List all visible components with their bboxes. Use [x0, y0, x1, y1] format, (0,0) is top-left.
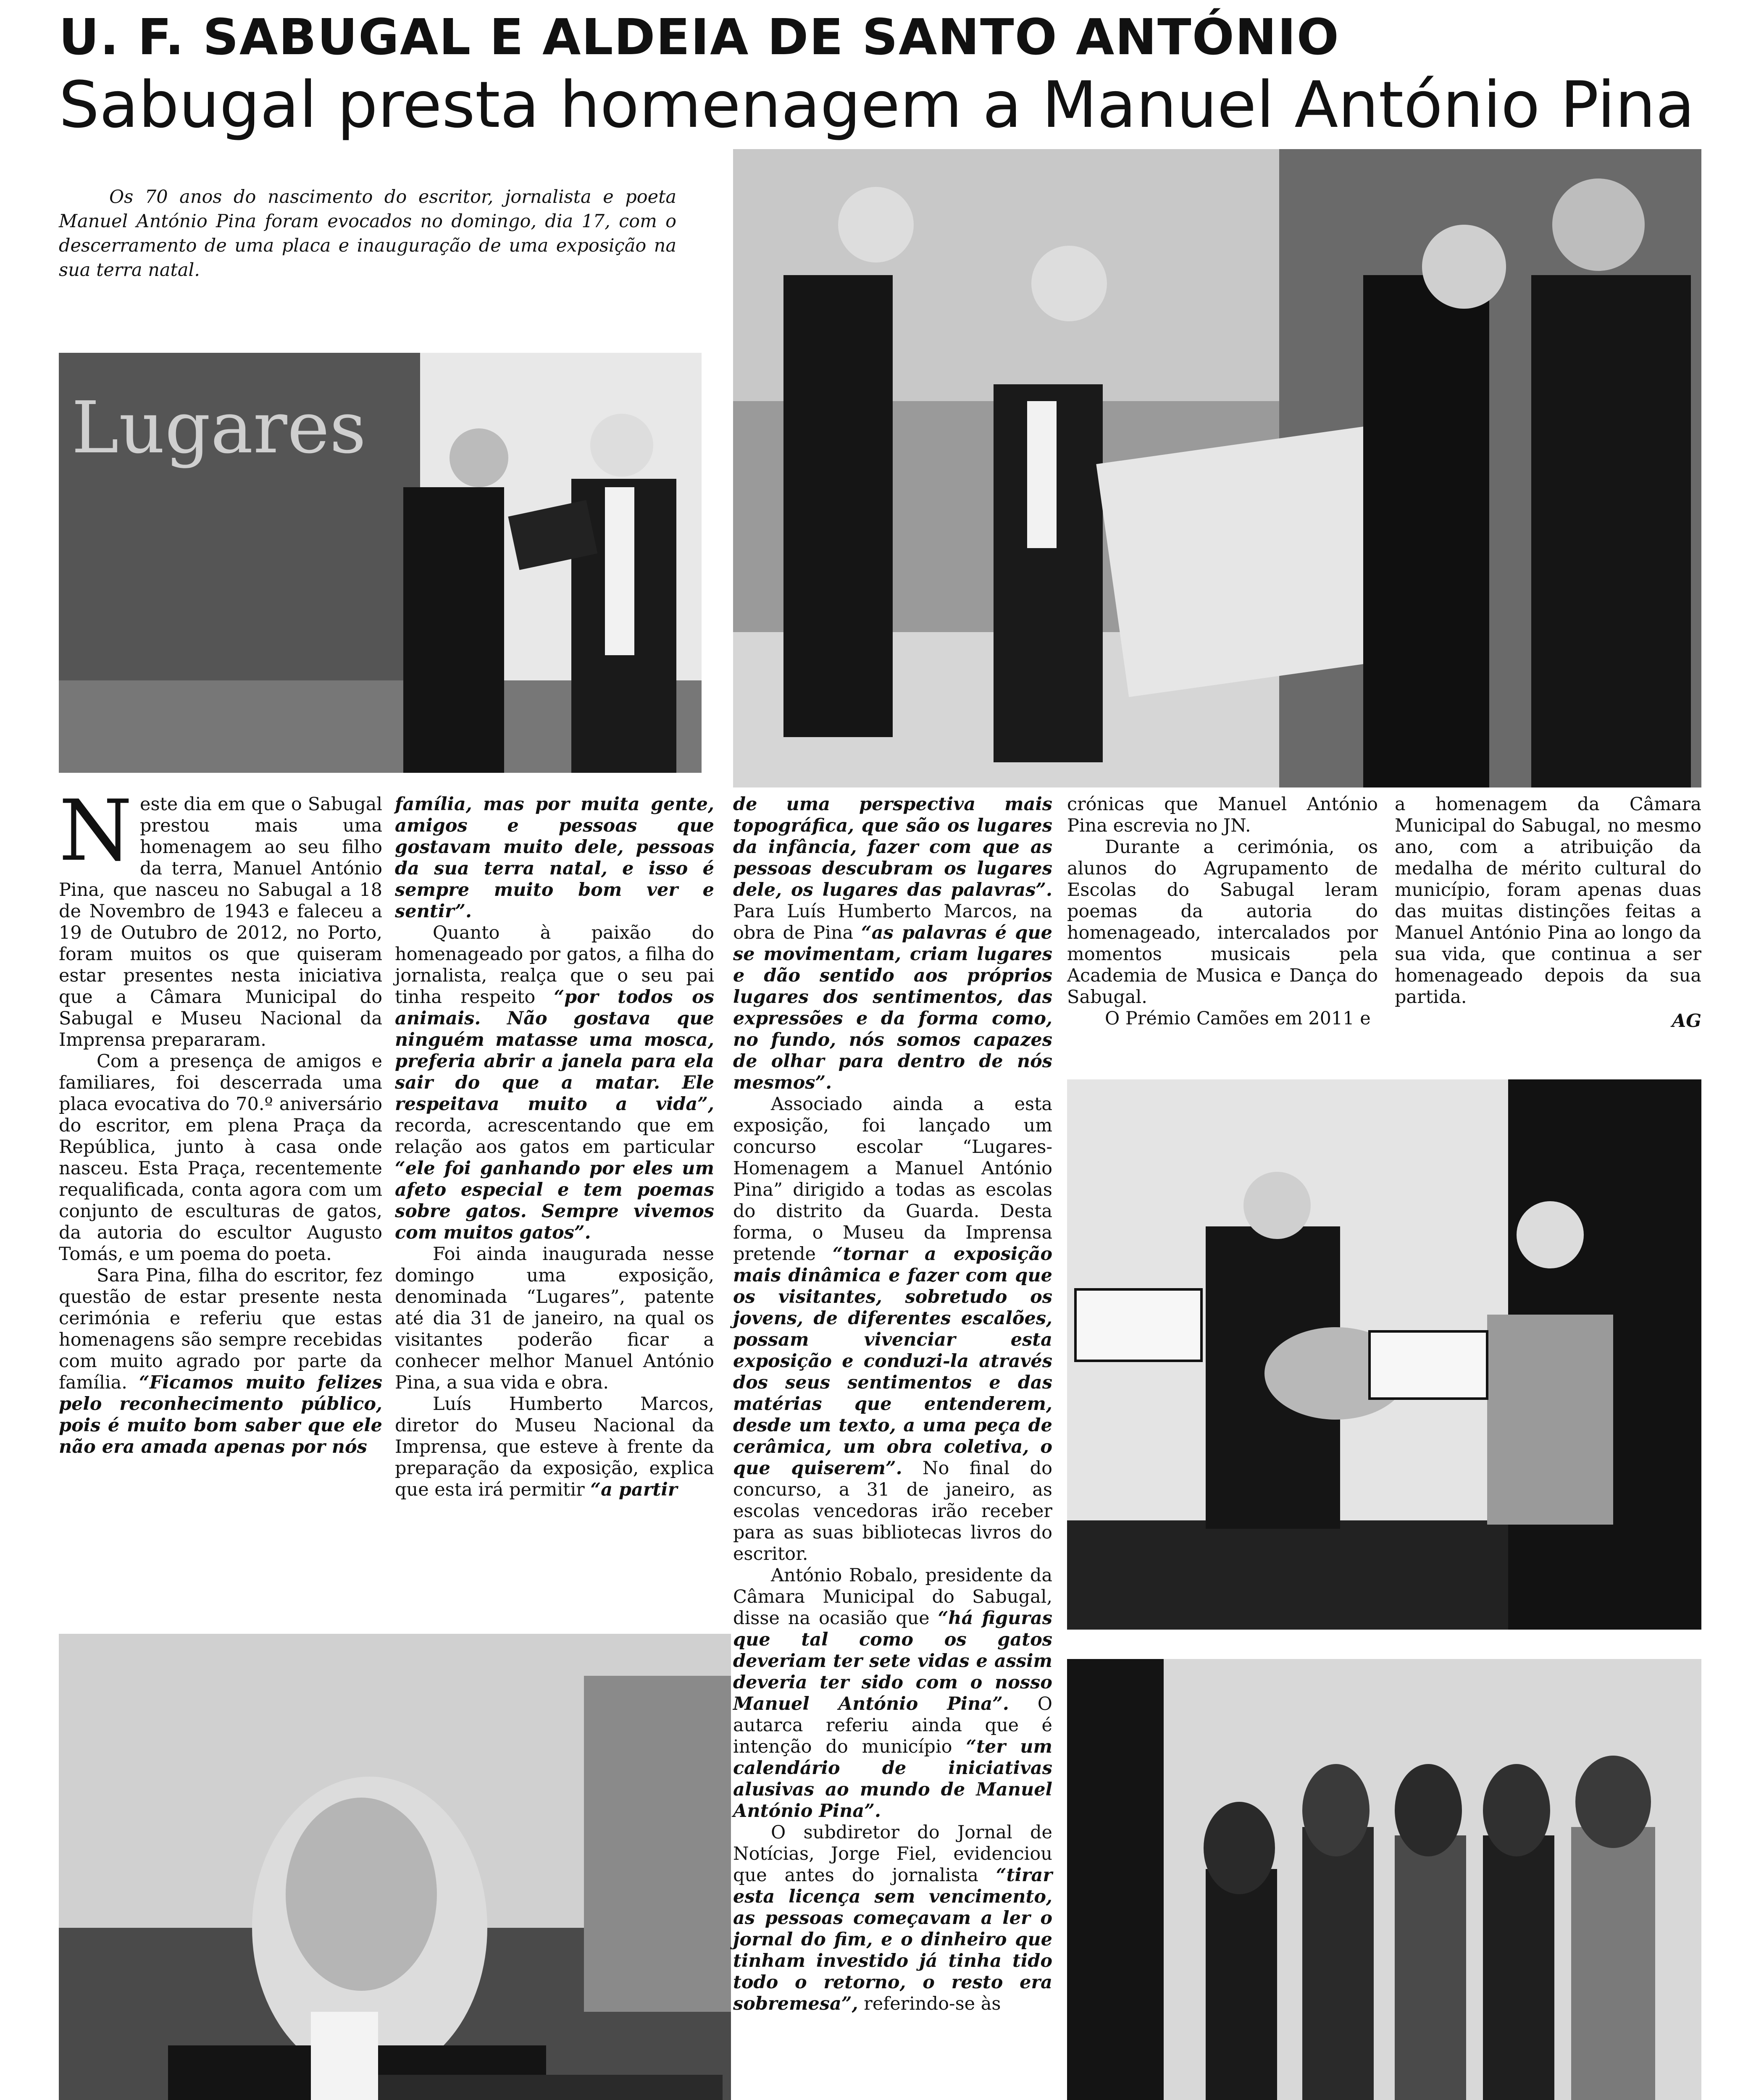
col3-p4-text: O subdiretor do Jornal de Notícias, Jorge Fiel, evidenciou que antes do jornalista	[733, 1822, 1052, 1886]
photo-sara-pina	[59, 1634, 731, 2100]
col3-paragraph-2	[733, 1094, 1052, 1565]
column-3	[733, 794, 1052, 2015]
column-1	[59, 782, 382, 1458]
col3-p4-quote: “tirar esta licença sem vencimento, as pessoas começavam a ler o jornal do fim, e o dinheiro que tinham investido já tinha tido todo o retorno, o resto era sobremesa”,	[733, 1865, 1052, 2014]
col3-p4-text-b: referindo-se às	[858, 1993, 1001, 2014]
headline: Sabugal presta homenagem a Manuel António Pina	[59, 68, 1695, 142]
col2-p2-text: Quanto à paixão do homenageado por gatos, a filha do jornalista, realça que o seu pai tinha respeito	[395, 922, 714, 1008]
col2-p1-quote: família, mas por muita gente, amigos e pessoas que gostavam muito dele, pessoas da sua terra natal, e isso é sempre muito bom ver e sentir”.	[395, 794, 714, 922]
col2-p4-quote: “a partir	[590, 1479, 678, 1500]
author-signature: AG	[1672, 1011, 1701, 1032]
col3-p1-quote: de uma perspectiva mais topográfica, que são os lugares da infância, fazer com que as pessoas descubram os lugares dele, os lugares das palavras”.	[733, 794, 1052, 900]
photo-musicians	[1067, 1079, 1701, 1630]
col3-p1-text: Para Luís Humberto Marcos, na obra de Pina	[733, 901, 1052, 943]
column-4	[1067, 794, 1378, 1029]
kicker: U. F. SABUGAL E ALDEIA DE SANTO ANTÓNIO	[59, 8, 1340, 66]
col4-paragraph-1: crónicas que Manuel António Pina escrevia no JN.	[1067, 794, 1378, 836]
photo-exhibition	[59, 353, 702, 773]
col3-p3-quote-b: “ter um calendário de iniciativas alusivas ao mundo de Manuel António Pina”.	[733, 1736, 1053, 1822]
col3-p3-text-b: O autarca referiu ainda que é intenção do município	[733, 1693, 1052, 1757]
col1-p1-text: este dia em que o Sabugal prestou mais uma homenagem ao seu filho da terra, Manuel António Pina, que nasceu no Sabugal a 18 de Novembro de 1943 e faleceu a 19 de Outubro de 2012, no Porto, foram muitos os que quiseram estar presentes nesta iniciativa que a Câmara Municipal do Sabugal e Museu Nacional da Imprensa prepararam.	[59, 794, 382, 1050]
col2-p2-quote-b: “ele foi ganhando por eles um afeto especial e tem poemas sobre gatos. Sempre vivemos com muitos gatos”.	[395, 1158, 714, 1243]
col4-paragraph-3: O Prémio Camões em 2011 e	[1105, 1008, 1371, 1029]
photo-exhibition-caption: Lugares	[71, 386, 366, 470]
col5-paragraph-1: a homenagem da Câmara Municipal do Sabugal, no mesmo ano, com a atribuição da medalha de mérito cultural do município, foram apenas duas das muitas distinções feitas a Manuel António Pina ao longo da sua vida, que continua a ser homenageado depois da sua partida.	[1395, 794, 1701, 1008]
col3-p1-quote-b: “as palavras é que se movimentam, criam lugares e dão sentido aos próprios lugares dos sentimentos, das expressões e da forma como, no fundo, nós somos capazes de olhar para dentro de nós mesmos”.	[733, 922, 1052, 1093]
col3-p2-text-b: No final do concurso, a 31 de janeiro, as escolas vencedoras irão receber para as suas bibliotecas livros do escritor.	[733, 1458, 1052, 1564]
col2-p4-text: Luís Humberto Marcos, diretor do Museu Nacional da Imprensa, que esteve à frente da preparação da exposição, explica que esta irá permitir	[395, 1394, 714, 1500]
column-5	[1395, 794, 1701, 1032]
col4-paragraph-2: Durante a cerimónia, os alunos do Agrupamento de Escolas do Sabugal leram poemas da autoria do homenageado, intercalados por momentos musicais pela Academia de Musica e Dança do Sabugal.	[1067, 837, 1378, 1008]
col3-paragraph-1	[733, 794, 1052, 1094]
column-2	[395, 794, 714, 1501]
col3-paragraph-3	[733, 1565, 1052, 1822]
col3-paragraph-4	[733, 1822, 1052, 2015]
col1-paragraph-2: Com a presença de amigos e familiares, foi descerrada uma placa evocativa do 70.º aniversário do escritor, em plena Praça da República, junto à casa onde nasceu. Esta Praça, recentemente requalificada, conta agora com um conjunto de esculturas de gatos, da autoria do escultor Augusto Tomás, e um poema do poeta.	[59, 1051, 382, 1265]
col1-paragraph-3	[59, 1265, 382, 1458]
col3-p3-quote: “há figuras que tal como os gatos deveriam ter sete vidas e assim deveria ter sido com o nosso Manuel António Pina”.	[733, 1608, 1052, 1714]
lead-paragraph: Os 70 anos do nascimento do escritor, jornalista e poeta Manuel António Pina foram evocados no domingo, dia 17, com o descerramento de uma placa e inauguração de uma exposição na sua terra natal.	[59, 186, 676, 281]
photo-students	[1067, 1659, 1701, 2100]
col2-p2-quote: “por todos os animais. Não gostava que ninguém matasse uma mosca, preferia abrir a janela para ela sair do que a matar. Ele respeitava muito a vida”,	[395, 987, 715, 1115]
dropcap: N	[59, 782, 132, 880]
col2-paragraph-3: Foi ainda inaugurada nesse domingo uma exposição, denominada “Lugares”, patente até dia 31 de janeiro, na qual os visitantes poderão ficar a conhecer melhor Manuel António Pina, a sua vida e obra.	[395, 1244, 714, 1393]
col3-p3-text: António Robalo, presidente da Câmara Municipal do Sabugal, disse na ocasião que	[733, 1565, 1052, 1629]
col1-paragraph-1	[59, 782, 382, 1051]
col1-p3-quote: “Ficamos muito felizes pelo reconhecimento público, pois é muito bom saber que ele não era amada apenas por nós	[59, 1372, 382, 1457]
col3-p2-text: Associado ainda a esta exposição, foi lançado um concurso escolar “Lugares-Homenagem a Manuel António Pina” dirigido a todas as escolas do distrito da Guarda. Desta forma, o Museu da Imprensa pretende	[733, 1094, 1052, 1265]
col2-paragraph-2	[395, 922, 714, 1244]
col2-paragraph-1	[395, 794, 714, 922]
col3-p2-quote: “tornar a exposição mais dinâmica e fazer com que os visitantes, sobretudo os jovens, de diferentes escalões, possam vivenciar esta exposição e conduzi-la através dos seus sentimentos e das matérias que entenderem, desde um texto, a uma peça de cerâmica, um obra coletiva, o que quiserem”.	[733, 1244, 1052, 1479]
col2-p2-text-b: recorda, acrescentando que em relação aos gatos em particular	[395, 1115, 714, 1158]
col1-p3-text: Sara Pina, filha do escritor, fez questão de estar presente nesta cerimónia e referiu que estas homenagens são sempre recebidas com muito agrado por parte da família.	[59, 1265, 382, 1393]
col2-paragraph-4	[395, 1394, 714, 1501]
photo-unveiling	[733, 149, 1701, 788]
